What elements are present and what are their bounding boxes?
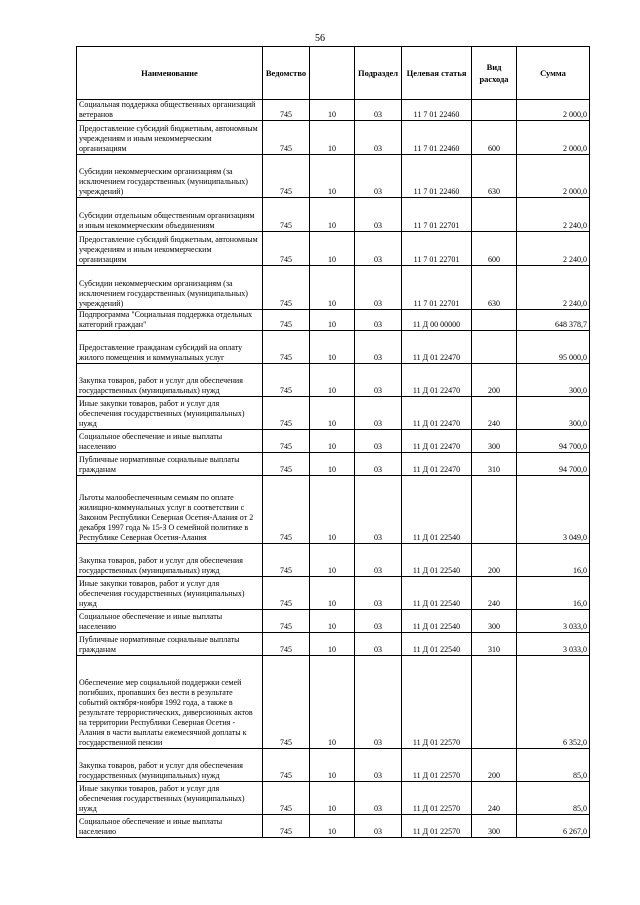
cell-name: Подпрограмма "Социальная поддержка отдельных категорий граждан": [77, 310, 263, 331]
cell-amount: 6 267,0: [517, 815, 590, 838]
cell-dept: 745: [263, 656, 310, 749]
cell-subsection: 03: [355, 397, 402, 430]
cell-name: Закупка товаров, работ и услуг для обеспечения государственных (муниципальных) нужд: [77, 749, 263, 782]
cell-amount: 3 033,0: [517, 610, 590, 633]
cell-subsection: 03: [355, 656, 402, 749]
cell-subsection: 03: [355, 100, 402, 121]
cell-subsection: 03: [355, 544, 402, 577]
cell-dept: 745: [263, 749, 310, 782]
cell-amount: 85,0: [517, 749, 590, 782]
cell-target: 11 7 01 22460: [402, 100, 472, 121]
cell-name: Субсидии отдельным общественным организациям и иным некоммерческим объединениям: [77, 198, 263, 232]
cell-exp-type: [472, 656, 517, 749]
table-row: [77, 232, 590, 266]
cell-subsection: 03: [355, 364, 402, 397]
table-row: [77, 577, 590, 610]
table-row: [77, 121, 590, 155]
cell-amount: 2 240,0: [517, 232, 590, 266]
cell-subsection: 03: [355, 198, 402, 232]
cell-name: Иные закупки товаров, работ и услуг для обеспечения государственных (муниципальных) нужд: [77, 577, 263, 610]
cell-name: Закупка товаров, работ и услуг для обеспечения государственных (муниципальных) нужд: [77, 364, 263, 397]
cell-dept: 745: [263, 453, 310, 476]
table-row: [77, 633, 590, 656]
cell-dept: 745: [263, 633, 310, 656]
cell-section: 10: [310, 544, 355, 577]
cell-amount: 300,0: [517, 364, 590, 397]
cell-subsection: 03: [355, 232, 402, 266]
cell-target: 11 Д 01 22540: [402, 476, 472, 544]
cell-exp-type: 630: [472, 266, 517, 310]
table-row: [77, 815, 590, 838]
cell-target: 11 Д 01 22540: [402, 610, 472, 633]
cell-subsection: 03: [355, 782, 402, 815]
cell-section: 10: [310, 633, 355, 656]
cell-dept: 745: [263, 397, 310, 430]
table-row: [77, 782, 590, 815]
cell-dept: 745: [263, 610, 310, 633]
cell-name: Социальная поддержка общественных организаций ветеранов: [77, 100, 263, 121]
cell-name: Предоставление субсидий бюджетным, автономным учреждениям и иным некоммерческим организациям: [77, 121, 263, 155]
cell-name: Предоставление субсидий бюджетным, автономным учреждениям и иным некоммерческим организациям: [77, 232, 263, 266]
cell-name: Иные закупки товаров, работ и услуг для обеспечения государственных (муниципальных) нужд: [77, 782, 263, 815]
cell-dept: 745: [263, 100, 310, 121]
table-row: [77, 476, 590, 544]
cell-section: 10: [310, 198, 355, 232]
cell-target: 11 7 01 22460: [402, 121, 472, 155]
table-row: [77, 397, 590, 430]
cell-name: Субсидии некоммерческим организациям (за исключением государственных (муниципальных) учреждений): [77, 155, 263, 198]
cell-dept: 745: [263, 577, 310, 610]
cell-target: 11 Д 01 22470: [402, 364, 472, 397]
cell-dept: 745: [263, 121, 310, 155]
cell-subsection: 03: [355, 633, 402, 656]
cell-amount: 85,0: [517, 782, 590, 815]
table-row: [77, 331, 590, 364]
table-row: [77, 430, 590, 453]
cell-exp-type: [472, 476, 517, 544]
cell-amount: 6 352,0: [517, 656, 590, 749]
cell-amount: 300,0: [517, 397, 590, 430]
cell-exp-type: 300: [472, 430, 517, 453]
cell-amount: 95 000,0: [517, 331, 590, 364]
cell-section: 10: [310, 577, 355, 610]
cell-target: 11 Д 01 22570: [402, 782, 472, 815]
cell-name: Иные закупки товаров, работ и услуг для обеспечения государственных (муниципальных) нужд: [77, 397, 263, 430]
table-row: [77, 364, 590, 397]
table-row: [77, 453, 590, 476]
cell-dept: 745: [263, 544, 310, 577]
cell-name: Публичные нормативные социальные выплаты гражданам: [77, 453, 263, 476]
cell-amount: 16,0: [517, 577, 590, 610]
table-row: [77, 155, 590, 198]
cell-amount: 2 000,0: [517, 100, 590, 121]
cell-amount: 648 378,7: [517, 310, 590, 331]
cell-target: 11 Д 01 22470: [402, 397, 472, 430]
cell-target: 11 Д 01 22570: [402, 656, 472, 749]
cell-dept: 745: [263, 782, 310, 815]
cell-name: Социальное обеспечение и иные выплаты населению: [77, 610, 263, 633]
cell-exp-type: 200: [472, 544, 517, 577]
table-header-row: [77, 47, 590, 100]
cell-section: 10: [310, 610, 355, 633]
cell-dept: 745: [263, 155, 310, 198]
budget-table: [76, 46, 590, 838]
cell-section: 10: [310, 453, 355, 476]
cell-exp-type: 300: [472, 610, 517, 633]
header-amount: Сумма: [517, 47, 590, 100]
cell-subsection: 03: [355, 476, 402, 544]
cell-exp-type: 600: [472, 121, 517, 155]
cell-section: 10: [310, 364, 355, 397]
cell-exp-type: 240: [472, 397, 517, 430]
table-row: [77, 749, 590, 782]
cell-subsection: 03: [355, 155, 402, 198]
cell-name: Публичные нормативные социальные выплаты гражданам: [77, 633, 263, 656]
header-section: [310, 47, 355, 100]
cell-subsection: 03: [355, 453, 402, 476]
cell-dept: 745: [263, 331, 310, 364]
table-row: [77, 656, 590, 749]
cell-dept: 745: [263, 364, 310, 397]
table-row: [77, 610, 590, 633]
cell-target: 11 Д 01 22470: [402, 453, 472, 476]
cell-section: 10: [310, 155, 355, 198]
cell-target: 11 Д 01 22540: [402, 633, 472, 656]
cell-section: 10: [310, 397, 355, 430]
table-row: [77, 198, 590, 232]
cell-name: Обеспечение мер социальной поддержки семей погибших, пропавших без вести в результате событий октября-ноября 1992 года, а также в результате террористических, диверсионных актов на территории Республики Северная Осетия - Алания в части выплаты ежемесячной доплаты к государственной пенсии: [77, 656, 263, 749]
cell-exp-type: [472, 198, 517, 232]
cell-subsection: 03: [355, 815, 402, 838]
header-dept: Ведомство: [263, 47, 310, 100]
header-subsection: Подраздел: [355, 47, 402, 100]
cell-amount: 16,0: [517, 544, 590, 577]
cell-section: 10: [310, 310, 355, 331]
cell-section: 10: [310, 656, 355, 749]
cell-exp-type: 310: [472, 453, 517, 476]
table-row: [77, 310, 590, 331]
cell-subsection: 03: [355, 310, 402, 331]
table-row: [77, 100, 590, 121]
cell-name: Закупка товаров, работ и услуг для обеспечения государственных (муниципальных) нужд: [77, 544, 263, 577]
cell-exp-type: [472, 310, 517, 331]
cell-target: 11 7 01 22701: [402, 266, 472, 310]
cell-amount: 2 000,0: [517, 121, 590, 155]
cell-section: 10: [310, 121, 355, 155]
cell-subsection: 03: [355, 430, 402, 453]
cell-target: 11 Д 01 22570: [402, 815, 472, 838]
cell-dept: 745: [263, 266, 310, 310]
cell-section: 10: [310, 331, 355, 364]
header-exp-type: Вид расхода: [472, 47, 517, 100]
cell-dept: 745: [263, 198, 310, 232]
cell-amount: 2 000,0: [517, 155, 590, 198]
cell-section: 10: [310, 232, 355, 266]
cell-target: 11 Д 01 22470: [402, 430, 472, 453]
cell-dept: 745: [263, 815, 310, 838]
cell-name: Субсидии некоммерческим организациям (за исключением государственных (муниципальных) учреждений): [77, 266, 263, 310]
cell-target: 11 Д 01 22470: [402, 331, 472, 364]
cell-exp-type: 200: [472, 749, 517, 782]
cell-name: Социальное обеспечение и иные выплаты населению: [77, 815, 263, 838]
cell-exp-type: 600: [472, 232, 517, 266]
cell-dept: 745: [263, 232, 310, 266]
header-target: Целевая статья: [402, 47, 472, 100]
cell-target: 11 Д 01 22540: [402, 577, 472, 610]
cell-exp-type: 200: [472, 364, 517, 397]
cell-name: Льготы малообеспеченным семьям по оплате жилищно-коммунальных услуг в соответствии с Законом Республики Северная Осетия-Алания от 2 декабря 1997 года № 15-З О семейной политике в Республике Северная Осетия-Алания: [77, 476, 263, 544]
cell-section: 10: [310, 782, 355, 815]
cell-amount: 2 240,0: [517, 198, 590, 232]
cell-section: 10: [310, 815, 355, 838]
cell-target: 11 7 01 22701: [402, 232, 472, 266]
table-row: [77, 544, 590, 577]
header-name: Наименование: [77, 47, 263, 100]
cell-section: 10: [310, 430, 355, 453]
cell-target: 11 7 01 22460: [402, 155, 472, 198]
cell-subsection: 03: [355, 577, 402, 610]
cell-exp-type: 310: [472, 633, 517, 656]
cell-target: 11 7 01 22701: [402, 198, 472, 232]
cell-subsection: 03: [355, 610, 402, 633]
cell-exp-type: 300: [472, 815, 517, 838]
table-row: [77, 266, 590, 310]
cell-section: 10: [310, 266, 355, 310]
cell-amount: 3 033,0: [517, 633, 590, 656]
cell-section: 10: [310, 749, 355, 782]
cell-dept: 745: [263, 310, 310, 331]
cell-amount: 94 700,0: [517, 430, 590, 453]
cell-amount: 94 700,0: [517, 453, 590, 476]
cell-target: 11 Д 01 22570: [402, 749, 472, 782]
cell-amount: 2 240,0: [517, 266, 590, 310]
page-number: 56: [315, 33, 325, 44]
cell-exp-type: [472, 331, 517, 364]
cell-subsection: 03: [355, 121, 402, 155]
cell-target: 11 Д 01 22540: [402, 544, 472, 577]
cell-subsection: 03: [355, 266, 402, 310]
cell-section: 10: [310, 476, 355, 544]
cell-name: Предоставление гражданам субсидий на оплату жилого помещения и коммунальных услуг: [77, 331, 263, 364]
cell-dept: 745: [263, 476, 310, 544]
cell-exp-type: [472, 100, 517, 121]
cell-section: 10: [310, 100, 355, 121]
cell-target: 11 Д 00 00000: [402, 310, 472, 331]
cell-exp-type: 240: [472, 782, 517, 815]
cell-subsection: 03: [355, 331, 402, 364]
cell-amount: 3 049,0: [517, 476, 590, 544]
cell-dept: 745: [263, 430, 310, 453]
cell-exp-type: 240: [472, 577, 517, 610]
cell-exp-type: 630: [472, 155, 517, 198]
cell-subsection: 03: [355, 749, 402, 782]
cell-name: Социальное обеспечение и иные выплаты населению: [77, 430, 263, 453]
